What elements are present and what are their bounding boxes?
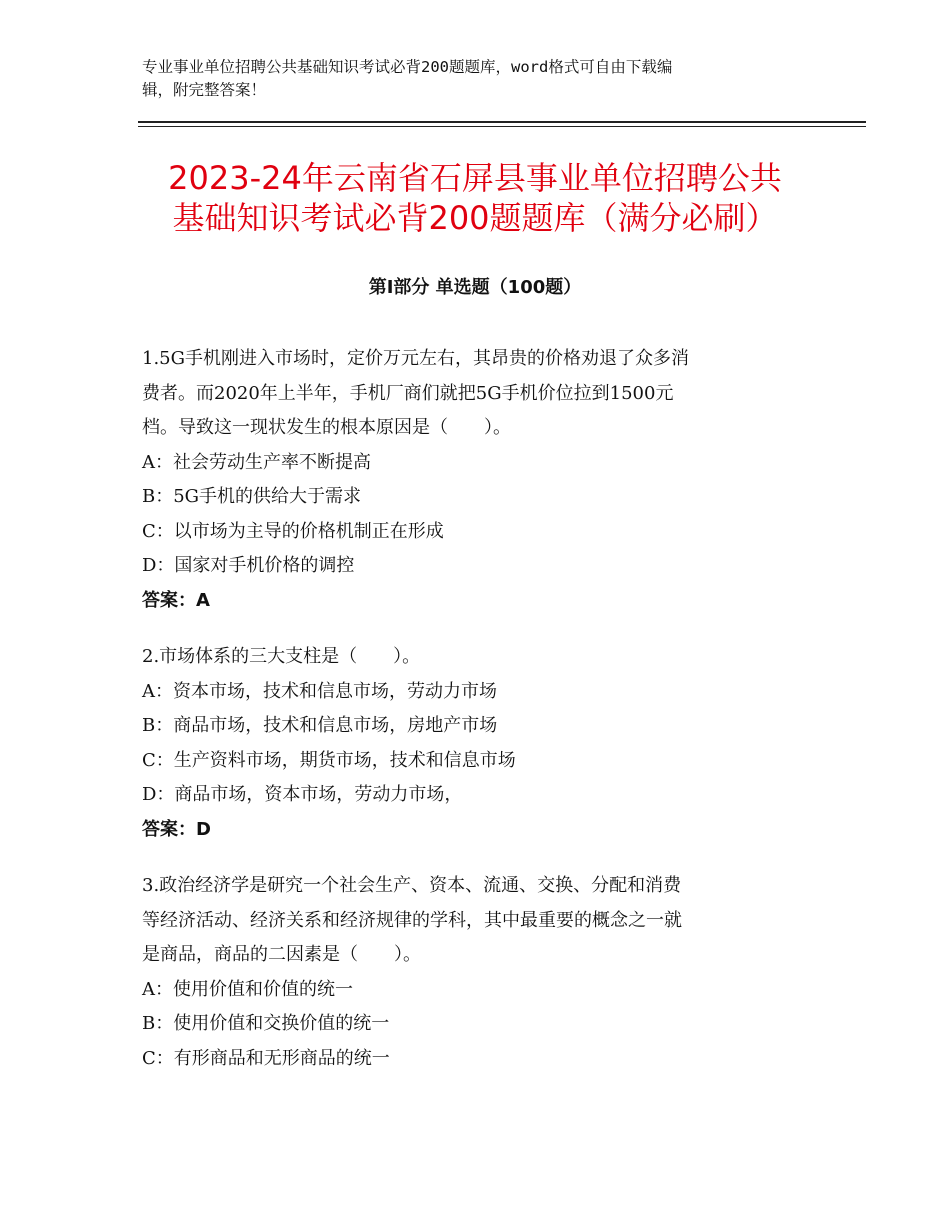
option-b: B：使用价值和交换价值的统一 [142, 1013, 390, 1034]
option-c: C：有形商品和无形商品的统一 [142, 1047, 390, 1069]
header-rule-thick [138, 121, 866, 123]
option-a: A：社会劳动生产率不断提高 [142, 451, 371, 473]
question-item [142, 869, 806, 1076]
header-note-line: 专业事业单位招聘公共基础知识考试必背200题题库，word格式可自由下载编 [142, 58, 673, 76]
question-stem-line: 3.政治经济学是研究一个社会生产、资本、流通、交换、分配和消费 [142, 875, 682, 896]
answer-label: 答案：A [142, 589, 210, 611]
document-title-line: 基础知识考试必背200题题库（满分必刷） [172, 199, 778, 237]
option-d: D：商品市场，资本市场，劳动力市场， [142, 784, 463, 805]
question-stem-line: 2.市场体系的三大支柱是（ ）。 [142, 646, 421, 667]
document-title [100, 158, 850, 238]
document-title-line: 2023-24年云南省石屏县事业单位招聘公共 [168, 159, 782, 197]
question-item [142, 342, 806, 618]
header-note-line: 辑，附完整答案！ [142, 81, 267, 99]
section-heading: 第Ⅰ部分 单选题（100题） [368, 277, 582, 298]
option-b: B：商品市场，技术和信息市场，房地产市场 [142, 715, 498, 736]
option-c: C：生产资料市场，期货市场，技术和信息市场 [142, 749, 516, 771]
option-d: D：国家对手机价格的调控 [142, 555, 355, 576]
question-stem-line: 是商品，商品的二因素是（ ）。 [142, 944, 421, 965]
question-stem-line: 档。导致这一现状发生的根本原因是（ ）。 [142, 417, 511, 438]
question-item [142, 640, 806, 847]
header-note [142, 56, 822, 102]
question-list [142, 342, 806, 1098]
header-rule-thin [138, 126, 866, 127]
option-a: A：使用价值和价值的统一 [142, 978, 353, 1000]
question-stem-line: 等经济活动、经济关系和经济规律的学科，其中最重要的概念之一就 [142, 909, 682, 931]
option-c: C：以市场为主导的价格机制正在形成 [142, 520, 444, 542]
option-b: B：5G手机的供给大于需求 [142, 486, 362, 507]
question-stem-line: 费者。而2020年上半年，手机厂商们就把5G手机价位拉到1500元 [142, 382, 674, 404]
question-stem-line: 1.5G手机刚进入市场时，定价万元左右，其昂贵的价格劝退了众多消 [142, 348, 690, 369]
answer-label: 答案：D [142, 818, 211, 840]
option-a: A：资本市场，技术和信息市场，劳动力市场 [142, 680, 497, 702]
